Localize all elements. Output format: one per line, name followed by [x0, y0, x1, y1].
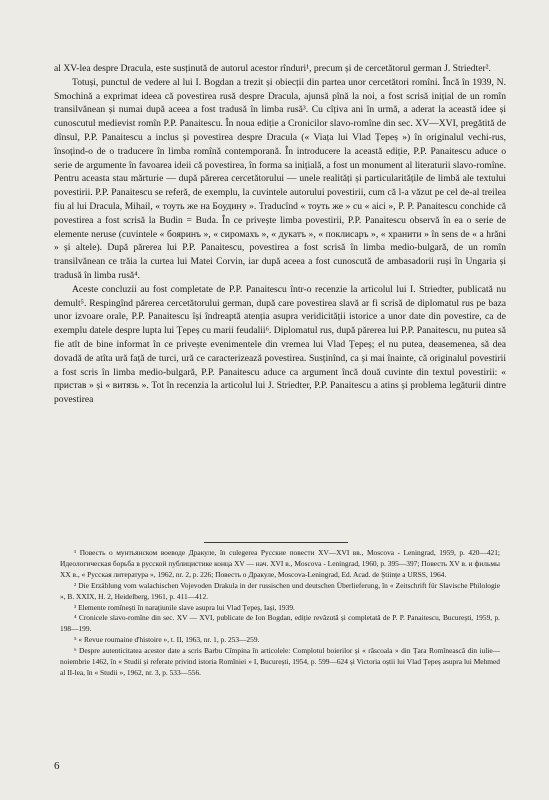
- footnote-4: ⁴ Cronicele slavo-romîne din sec. XV — XVI, publicate de Ion Bogdan, ediție revăzută și completată de P. P. Panaitescu, București, 1959, p. 198—199.: [60, 613, 500, 634]
- page-number: 6: [54, 760, 60, 772]
- paragraph-1: al XV-lea despre Dracula, este susținută de autorul acestor rînduri¹, precum și de cercetătorul german J. Striedter².: [54, 63, 491, 74]
- paragraph-3: Aceste concluzii au fost completate de P.P. Panaitescu într-o recenzie la articolul lui I. Striedter, publicată nu demult⁵. Respingînd părerea cercetătorului german, după care povestirea slavă ar fi scrisă de diplomatul rus pe baza unor izvoare orale, P.P. Panaitescu își îndreaptă atenția asupra veridicității istorice a unor date din povestire, ca de exemplu datele despre lupta lui Țepeș cu marii feudalii⁶. Diplomatul rus, după părerea lui P.P. Panaitescu, nu putea să fie atît de bine informat în ce privește evenimentele din vremea lui Vlad Țepeș; el nu putea, deasemenea, să dea dovadă de atîta ură față de turci, ură ce caracterizează povestirea. Susținînd, ca și mai înainte, că originalul povestirii a fost scris în limba medio-bulgară, P.P. Panaitescu aduce ca argument încă două cuvinte din textul povestirii: « пристав » și « витязь ». Tot în recenzia la articolul lui J. Striedter, P.P. Panaitescu a atins și problema legăturii dintre povestirea: [54, 283, 506, 406]
- body-text: [54, 62, 506, 407]
- paragraph-2: Totuși, punctul de vedere al lui I. Bogdan a trezit și obiecții din partea unor cercetători romîni. Încă în 1939, N. Smochină a exprimat ideea că povestirea rusă despre Dracula, ajunsă pînă la noi, a fost scrisă inițial de un romîn transilvănean și numai după aceea a fost tradusă în limba rusă³. Cu cîțiva ani în urmă, a aderat la această idee și cunoscutul medievist romîn P.P. Panaitescu. În noua ediție a Cronicilor slavo-romîne din sec. XV—XVI, pregătită de dînsul, P.P. Panaitescu a inclus și povestirea despre Dracula (« Viața lui Vlad Țepeș ») în originalul vechi-rus, însoțind-o de o traducere în limba romînă contemporană. În introducere la această ediție, P.P. Panaitescu aduce o serie de argumente în favoarea ideii că povestirea, în forma sa inițială, a fost un monument al literaturii slavo-romîne. Pentru aceasta stau mărturie — după părerea cercetătorului — unele realități și particularitățile de limbă ale textului povestirii. P.P. Panaitescu se referă, de exemplu, la cuvintele autorului povestirii, cum că l-a văzut pe cel de-al treilea fiu al lui Dracula, Mihail, « тоуть же на Боудину ». Traducînd « тоуть же » cu « aici », P. P. Panaitescu conchide că povestirea a fost scrisă la Budin = Buda. În ce privește limba povestirii, P.P. Panaitescu observă în ea o serie de elemente neruse (cuvintele « бояринъ », « сиромахъ », « дукатъ », « поклисаръ », « хранити » în sens de « a hrăni » și altele). După părerea lui P.P. Panaitescu, povestirea a fost scrisă în limba medio-bulgară, de un romîn transilvănean ce trăia la curtea lui Matei Corvin, iar după aceea a fost cunoscută de ambasadorii ruși în Ungaria și tradusă în limba rusă⁴.: [54, 76, 506, 281]
- footnote-2: ² Die Erzählung vom walachischen Vojevoden Drakula in der russischen und deutschen Überlieferung, în « Zeitschrift für Slavische Philologie », B. XXIX, H. 2, Heidelberg, 1961, p. 411—412.: [60, 580, 500, 601]
- footnote-separator: [204, 542, 348, 543]
- footnote-3: ³ Elemente romînești în narațiunile slave asupra lui Vlad Țepeș, Iași, 1939.: [74, 602, 295, 612]
- footnotes: [60, 548, 500, 679]
- footnote-5: ⁵ « Revue roumaine d'histoire », t. II, 1963, nr. 1, p. 253—259.: [74, 635, 260, 645]
- footnote-6: ⁶ Despre autenticitatea acestor date a scris Barbu Cîmpina în articolele: Complotul boierilor și « răscoala » din Țara Romînească din iulie—noiembrie 1462, în « Studii și referate privind istoria Romîniei » I, București, 1954, p. 599—624 și Victoria oștii lui Vlad Țepeș asupra lui Mehmed al II-lea, în « Studii », 1962, nr. 3, p. 533—556.: [60, 646, 500, 677]
- footnote-1: ¹ Повесть о мунтьянском воеводе Дракуле, în culegerea Русские повести XV—XVI вв., Moscova - Leningrad, 1959, p. 420—421; Идеологическая борьба в русской публицистике конца XV — нач. XVI в., Moscova - Leningrad, 1960, p. 395—397; Повесть XV в. и фильмы XX в., « Русская литература », 1962, nr. 2, p. 226; Повесть о Дракуле, Moscova-Leningrad, Ed. Acad. de Științe a URSS, 1964.: [60, 548, 500, 579]
